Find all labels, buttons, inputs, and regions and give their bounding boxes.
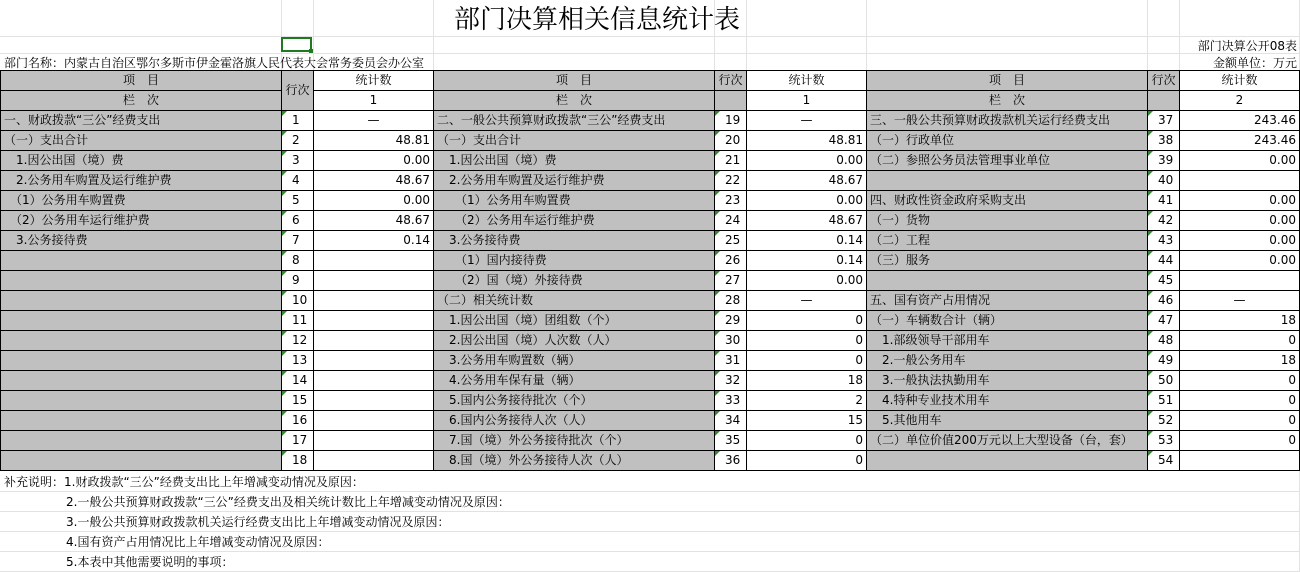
table-row: [1, 231, 1300, 251]
column-label[interactable]: 栏 次: [1, 91, 282, 111]
line-number[interactable]: 24: [715, 211, 747, 231]
line-number[interactable]: 45: [1148, 271, 1180, 291]
line-number[interactable]: 38: [1148, 131, 1180, 151]
item-label[interactable]: [867, 171, 1148, 191]
stat-value[interactable]: 18: [1180, 311, 1300, 331]
header-item-label[interactable]: 项 目: [434, 71, 715, 91]
column-line-no[interactable]: [715, 91, 747, 111]
line-number[interactable]: 20: [715, 131, 747, 151]
stat-value[interactable]: 15: [747, 411, 867, 431]
item-label[interactable]: 2.因公出国（境）人次数（人）: [434, 331, 715, 351]
item-label[interactable]: （一）车辆数合计（辆）: [867, 311, 1148, 331]
stat-value[interactable]: [314, 251, 434, 271]
stat-value[interactable]: —: [1180, 291, 1300, 311]
table-row: [1, 151, 1300, 171]
line-number[interactable]: 9: [282, 271, 314, 291]
table-row: [1, 131, 1300, 151]
header-line-no[interactable]: 行次: [282, 71, 314, 111]
item-label[interactable]: 三、一般公共预算财政拨款机关运行经费支出: [867, 111, 1148, 131]
line-number[interactable]: 31: [715, 351, 747, 371]
stat-value[interactable]: 0: [747, 431, 867, 451]
item-label[interactable]: 3.公务接待费: [434, 231, 715, 251]
column-label[interactable]: 栏 次: [867, 91, 1148, 111]
stat-value[interactable]: 48.67: [747, 171, 867, 191]
stat-value[interactable]: [314, 411, 434, 431]
item-label[interactable]: [1, 451, 282, 471]
table-row: [1, 431, 1300, 451]
line-number[interactable]: 50: [1148, 371, 1180, 391]
column-label[interactable]: 栏 次: [434, 91, 715, 111]
item-label[interactable]: 二、一般公共预算财政拨款“三公”经费支出: [434, 111, 715, 131]
item-label[interactable]: （2）公务用车运行维护费: [434, 211, 715, 231]
line-number[interactable]: 22: [715, 171, 747, 191]
stat-value[interactable]: 0.00: [1180, 251, 1300, 271]
item-label[interactable]: 1.部级领导干部用车: [867, 331, 1148, 351]
item-label[interactable]: [1, 251, 282, 271]
stat-value[interactable]: [314, 431, 434, 451]
line-number[interactable]: 52: [1148, 411, 1180, 431]
item-label[interactable]: （二）单位价值200万元以上大型设备（台，套）: [867, 431, 1148, 451]
item-label[interactable]: （一）支出合计: [434, 131, 715, 151]
item-label[interactable]: 2.公务用车购置及运行维护费: [434, 171, 715, 191]
statistics-table: [0, 70, 1300, 471]
item-label[interactable]: （2）国（境）外接待费: [434, 271, 715, 291]
item-label[interactable]: 6.国内公务接待人次（人）: [434, 411, 715, 431]
line-number[interactable]: 32: [715, 371, 747, 391]
line-number[interactable]: 43: [1148, 231, 1180, 251]
item-label[interactable]: 5.其他用车: [867, 411, 1148, 431]
line-number[interactable]: 16: [282, 411, 314, 431]
table-row: [1, 331, 1300, 351]
item-label[interactable]: （二）参照公务员法管理事业单位: [867, 151, 1148, 171]
item-label[interactable]: [867, 271, 1148, 291]
stat-value[interactable]: [314, 451, 434, 471]
line-number[interactable]: 33: [715, 391, 747, 411]
item-label[interactable]: 4.公务用车保有量（辆）: [434, 371, 715, 391]
line-number[interactable]: 41: [1148, 191, 1180, 211]
item-label[interactable]: 一、财政拨款“三公”经费支出: [1, 111, 282, 131]
stat-value[interactable]: [314, 271, 434, 291]
item-label[interactable]: 四、财政性资金政府采购支出: [867, 191, 1148, 211]
item-label[interactable]: 2.公务用车购置及运行维护费: [1, 171, 282, 191]
stat-value[interactable]: [1180, 271, 1300, 291]
stat-value[interactable]: 2: [747, 391, 867, 411]
stat-value[interactable]: [1180, 171, 1300, 191]
item-label[interactable]: （一）支出合计: [1, 131, 282, 151]
stat-value[interactable]: 0: [747, 451, 867, 471]
line-number[interactable]: 4: [282, 171, 314, 191]
stat-value[interactable]: —: [314, 111, 434, 131]
item-label[interactable]: 5.国内公务接待批次（个）: [434, 391, 715, 411]
line-number[interactable]: 14: [282, 371, 314, 391]
item-label[interactable]: （一）行政单位: [867, 131, 1148, 151]
stat-value[interactable]: 48.81: [314, 131, 434, 151]
stat-value[interactable]: —: [747, 111, 867, 131]
stat-value[interactable]: [314, 331, 434, 351]
header-stat-value[interactable]: 统计数: [747, 71, 867, 91]
item-label[interactable]: [1, 351, 282, 371]
page-title: 部门决算相关信息统计表: [453, 5, 740, 35]
line-number[interactable]: 36: [715, 451, 747, 471]
stat-value[interactable]: 0: [747, 351, 867, 371]
line-number[interactable]: 19: [715, 111, 747, 131]
line-number[interactable]: 39: [1148, 151, 1180, 171]
stat-value[interactable]: 243.46: [1180, 131, 1300, 151]
item-label[interactable]: （二）工程: [867, 231, 1148, 251]
stat-value[interactable]: 0.14: [314, 231, 434, 251]
line-number[interactable]: 29: [715, 311, 747, 331]
line-number[interactable]: 23: [715, 191, 747, 211]
line-number[interactable]: 46: [1148, 291, 1180, 311]
stat-value[interactable]: 0: [1180, 331, 1300, 351]
note-4: 4.国有资产占用情况比上年增减变动情况及原因：: [66, 535, 330, 549]
item-label[interactable]: （二）相关统计数: [434, 291, 715, 311]
header-line-no[interactable]: 行次: [715, 71, 747, 91]
table-row: [1, 351, 1300, 371]
line-number[interactable]: 11: [282, 311, 314, 331]
item-label[interactable]: [1, 391, 282, 411]
table-row: [1, 171, 1300, 191]
item-label[interactable]: [1, 411, 282, 431]
line-number[interactable]: 28: [715, 291, 747, 311]
header-line-no[interactable]: 行次: [1148, 71, 1180, 91]
table-row: [1, 211, 1300, 231]
item-label[interactable]: （1）公务用车购置费: [434, 191, 715, 211]
item-label[interactable]: 1.因公出国（境）团组数（个）: [434, 311, 715, 331]
item-label[interactable]: [1, 311, 282, 331]
line-number[interactable]: 54: [1148, 451, 1180, 471]
table-row: [1, 391, 1300, 411]
item-label[interactable]: 8.国（境）外公务接待人次（人）: [434, 451, 715, 471]
line-number[interactable]: 37: [1148, 111, 1180, 131]
stat-value[interactable]: 0.00: [1180, 191, 1300, 211]
line-number[interactable]: 35: [715, 431, 747, 451]
item-label[interactable]: 1.因公出国（境）费: [1, 151, 282, 171]
line-number[interactable]: 2: [282, 131, 314, 151]
stat-value[interactable]: 0: [1180, 371, 1300, 391]
line-number[interactable]: 25: [715, 231, 747, 251]
line-number[interactable]: 10: [282, 291, 314, 311]
line-number[interactable]: 5: [282, 191, 314, 211]
item-label[interactable]: [867, 451, 1148, 471]
item-label[interactable]: （一）货物: [867, 211, 1148, 231]
line-number[interactable]: 53: [1148, 431, 1180, 451]
line-number[interactable]: 44: [1148, 251, 1180, 271]
table-row: [1, 191, 1300, 211]
stat-value[interactable]: 0.00: [314, 151, 434, 171]
item-label[interactable]: 五、国有资产占用情况: [867, 291, 1148, 311]
stat-value[interactable]: 0.00: [747, 151, 867, 171]
line-number[interactable]: 6: [282, 211, 314, 231]
header-item-label[interactable]: 项 目: [867, 71, 1148, 91]
item-label[interactable]: 4.特种专业技术用车: [867, 391, 1148, 411]
stat-value[interactable]: 0: [1180, 391, 1300, 411]
stat-value[interactable]: 48.67: [747, 211, 867, 231]
stat-value[interactable]: [314, 291, 434, 311]
item-label[interactable]: 3.公务接待费: [1, 231, 282, 251]
table-row: [1, 291, 1300, 311]
item-label[interactable]: （2）公务用车运行维护费: [1, 211, 282, 231]
stat-value[interactable]: 0.00: [314, 191, 434, 211]
stat-value[interactable]: [1180, 451, 1300, 471]
stat-value[interactable]: 0: [1180, 431, 1300, 451]
line-number[interactable]: 47: [1148, 311, 1180, 331]
stat-value[interactable]: 48.81: [747, 131, 867, 151]
note-1: 补充说明：1.财政拨款“三公”经费支出比上年增减变动情况及原因：: [4, 475, 364, 489]
stat-value[interactable]: 0: [1180, 411, 1300, 431]
item-label[interactable]: （1）国内接待费: [434, 251, 715, 271]
stat-value[interactable]: —: [747, 291, 867, 311]
item-label[interactable]: [1, 371, 282, 391]
table-code: 部门决算公开08表: [1197, 39, 1297, 53]
line-number[interactable]: 12: [282, 331, 314, 351]
table-row: [1, 251, 1300, 271]
note-3: 3.一般公共预算财政拨款机关运行经费支出比上年增减变动情况及原因：: [66, 515, 450, 529]
item-label[interactable]: （三）服务: [867, 251, 1148, 271]
line-number[interactable]: 30: [715, 331, 747, 351]
line-number[interactable]: 1: [282, 111, 314, 131]
line-number[interactable]: 42: [1148, 211, 1180, 231]
stat-value[interactable]: [314, 391, 434, 411]
line-number[interactable]: 48: [1148, 331, 1180, 351]
stat-value[interactable]: 48.67: [314, 211, 434, 231]
stat-value[interactable]: [314, 311, 434, 331]
line-number[interactable]: 18: [282, 451, 314, 471]
line-number[interactable]: 40: [1148, 171, 1180, 191]
table-row: [1, 451, 1300, 471]
header-row-columns: [1, 91, 1300, 111]
item-label[interactable]: （1）公务用车购置费: [1, 191, 282, 211]
column-number[interactable]: 2: [1180, 91, 1300, 111]
item-label[interactable]: 3.公务用车购置数（辆）: [434, 351, 715, 371]
stat-value[interactable]: 0.14: [747, 251, 867, 271]
stat-value[interactable]: 0.00: [1180, 231, 1300, 251]
item-label[interactable]: 3.一般执法执勤用车: [867, 371, 1148, 391]
item-label[interactable]: 2.一般公务用车: [867, 351, 1148, 371]
line-number[interactable]: 34: [715, 411, 747, 431]
stat-value[interactable]: 0.00: [1180, 211, 1300, 231]
item-label[interactable]: 7.国（境）外公务接待批次（个）: [434, 431, 715, 451]
stat-value[interactable]: 18: [1180, 351, 1300, 371]
table-row: [1, 271, 1300, 291]
note-2: 2.一般公共预算财政拨款“三公”经费支出及相关统计数比上年增减变动情况及原因：: [66, 495, 510, 509]
header-stat-value[interactable]: 统计数: [1180, 71, 1300, 91]
selected-cell[interactable]: [281, 37, 312, 52]
line-number[interactable]: 7: [282, 231, 314, 251]
item-label[interactable]: [1, 291, 282, 311]
line-number[interactable]: 21: [715, 151, 747, 171]
stat-value[interactable]: [314, 351, 434, 371]
line-number[interactable]: 49: [1148, 351, 1180, 371]
column-number[interactable]: 1: [747, 91, 867, 111]
department-name: 部门名称：内蒙古自治区鄂尔多斯市伊金霍洛旗人民代表大会常务委员会办公室: [4, 56, 425, 70]
stat-value[interactable]: 0: [747, 311, 867, 331]
line-number[interactable]: 26: [715, 251, 747, 271]
line-number[interactable]: 8: [282, 251, 314, 271]
line-number[interactable]: 27: [715, 271, 747, 291]
stat-value[interactable]: 0.14: [747, 231, 867, 251]
line-number[interactable]: 15: [282, 391, 314, 411]
stat-value[interactable]: 18: [747, 371, 867, 391]
table-row: [1, 411, 1300, 431]
amount-unit: 金额单位：万元: [1212, 56, 1297, 70]
stat-value[interactable]: 0.00: [1180, 151, 1300, 171]
table-row: [1, 111, 1300, 131]
note-5: 5.本表中其他需要说明的事项：: [66, 555, 234, 569]
stat-value[interactable]: 0.00: [747, 271, 867, 291]
header-stat-value[interactable]: 统计数: [314, 71, 434, 91]
column-line-no[interactable]: [1148, 91, 1180, 111]
table-row: [1, 371, 1300, 391]
item-label[interactable]: 1.因公出国（境）费: [434, 151, 715, 171]
item-label[interactable]: [1, 431, 282, 451]
item-label[interactable]: [1, 271, 282, 291]
header-item-label[interactable]: 项 目: [1, 71, 282, 91]
stat-value[interactable]: 0.00: [747, 191, 867, 211]
column-number[interactable]: 1: [314, 91, 434, 111]
stat-value[interactable]: 0: [747, 331, 867, 351]
stat-value[interactable]: 243.46: [1180, 111, 1300, 131]
table-row: [1, 311, 1300, 331]
line-number[interactable]: 3: [282, 151, 314, 171]
line-number[interactable]: 51: [1148, 391, 1180, 411]
line-number[interactable]: 17: [282, 431, 314, 451]
stat-value[interactable]: 48.67: [314, 171, 434, 191]
stat-value[interactable]: [314, 371, 434, 391]
header-row: [1, 71, 1300, 91]
item-label[interactable]: [1, 331, 282, 351]
line-number[interactable]: 13: [282, 351, 314, 371]
